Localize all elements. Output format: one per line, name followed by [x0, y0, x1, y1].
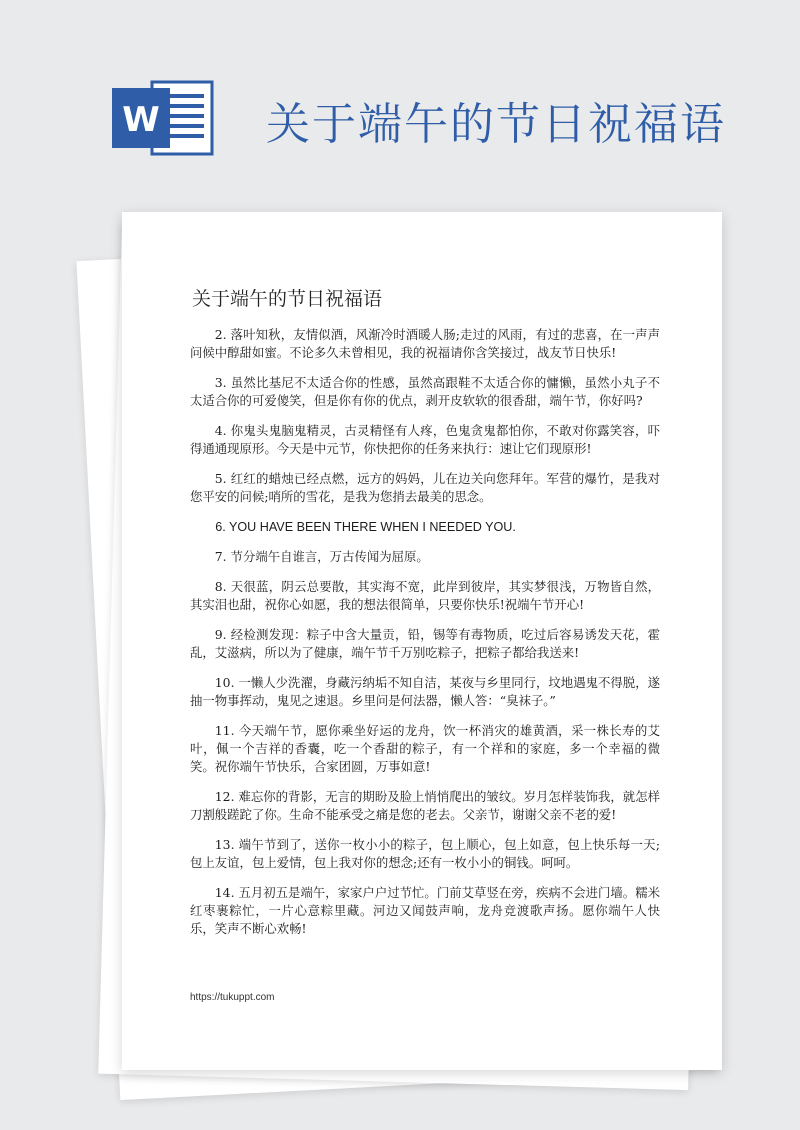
paragraph: 13. 端午节到了，送你一枚小小的粽子，包上顺心，包上如意，包上快乐每一天;包上友谊，包上爱情，包上我对你的想念;还有一枚小小的铜钱。呵呵。: [190, 837, 660, 870]
document-page: [122, 212, 722, 1070]
paragraph: 11. 今天端午节，愿你乘坐好运的龙舟，饮一杯消灾的雄黄酒，采一株长寿的艾叶，佩一个吉祥的香囊，吃一个香甜的粽子，有一个祥和的家庭，多一个幸福的微笑。祝你端午节快乐，合家团圆，万事如意!: [190, 723, 660, 774]
paragraph: 7. 节分端午自谁言，万古传闻为屈原。: [214, 549, 429, 564]
footer-url[interactable]: https://tukuppt.com: [190, 992, 275, 1003]
paragraph: 5. 红红的蜡烛已经点燃，远方的妈妈，儿在边关向您拜年。军营的爆竹，是我对您平安的问候;哨所的雪花，是我为您捎去最美的思念。: [190, 471, 660, 504]
paragraph: 3. 虽然比基尼不太适合你的性感，虽然高跟鞋不太适合你的慵懒，虽然小丸子不太适合你的可爱傻笑，但是你有你的优点，剥开皮软软的很香甜，端午节，你好吗?: [190, 375, 660, 408]
document-title: 关于端午的节日祝福语: [192, 288, 383, 310]
paragraph: 6. YOU HAVE BEEN THERE WHEN I NEEDED YOU.: [215, 520, 516, 534]
banner-title: 关于端午的节日祝福语: [266, 99, 726, 150]
document-body: [190, 326, 660, 950]
paragraph: 10. 一懒人少洗濯，身藏污纳垢不知自洁，某夜与乡里同行，坟地遇鬼不得脱，遂抽一物事挥动，鬼见之速退。乡里问是何法器，懒人答：“臭袜子。”: [190, 675, 660, 708]
paragraph: 14. 五月初五是端午，家家户户过节忙。门前艾草竖在旁，疾病不会进门墙。糯米红枣裹粽忙，一片心意粽里藏。河边又闻鼓声响，龙舟竞渡歌声扬。愿你端午人快乐，笑声不断心欢畅!: [190, 885, 660, 936]
word-doc-icon: [112, 78, 216, 158]
paragraph: 8. 天很蓝，阴云总要散，其实海不宽，此岸到彼岸，其实梦很浅，万物皆自然，其实泪也甜，祝你心如愿，我的想法很简单，只要你快乐!祝端午节开心!: [190, 579, 660, 612]
paragraph: 2. 落叶知秋，友情似酒，风渐冷时酒暖人肠;走过的风雨，有过的悲喜，在一声声问候中醇甜如蜜。不论多久未曾相见，我的祝福请你含笑接过，战友节日快乐!: [190, 327, 660, 360]
word-icon-letter: W: [122, 100, 160, 140]
paragraph: 12. 难忘你的背影，无言的期盼及脸上悄悄爬出的皱纹。岁月怎样装饰我，就怎样刀割般蹉跎了你。生命不能承受之痛是您的老去。父亲节，谢谢父亲不老的爱!: [190, 789, 660, 822]
banner: [0, 0, 800, 200]
paragraph: 4. 你鬼头鬼脑鬼精灵，古灵精怪有人疼，色鬼贪鬼都怕你，不敢对你露笑容，吓得通通现原形。今天是中元节，你快把你的任务来执行：速让它们现原形!: [190, 423, 660, 456]
paragraph: 9. 经检测发现：粽子中含大量贡，铅，锡等有毒物质，吃过后容易诱发天花，霍乱，艾滋病，所以为了健康，端午节千万别吃粽子，把粽子都给我送来!: [190, 627, 660, 660]
